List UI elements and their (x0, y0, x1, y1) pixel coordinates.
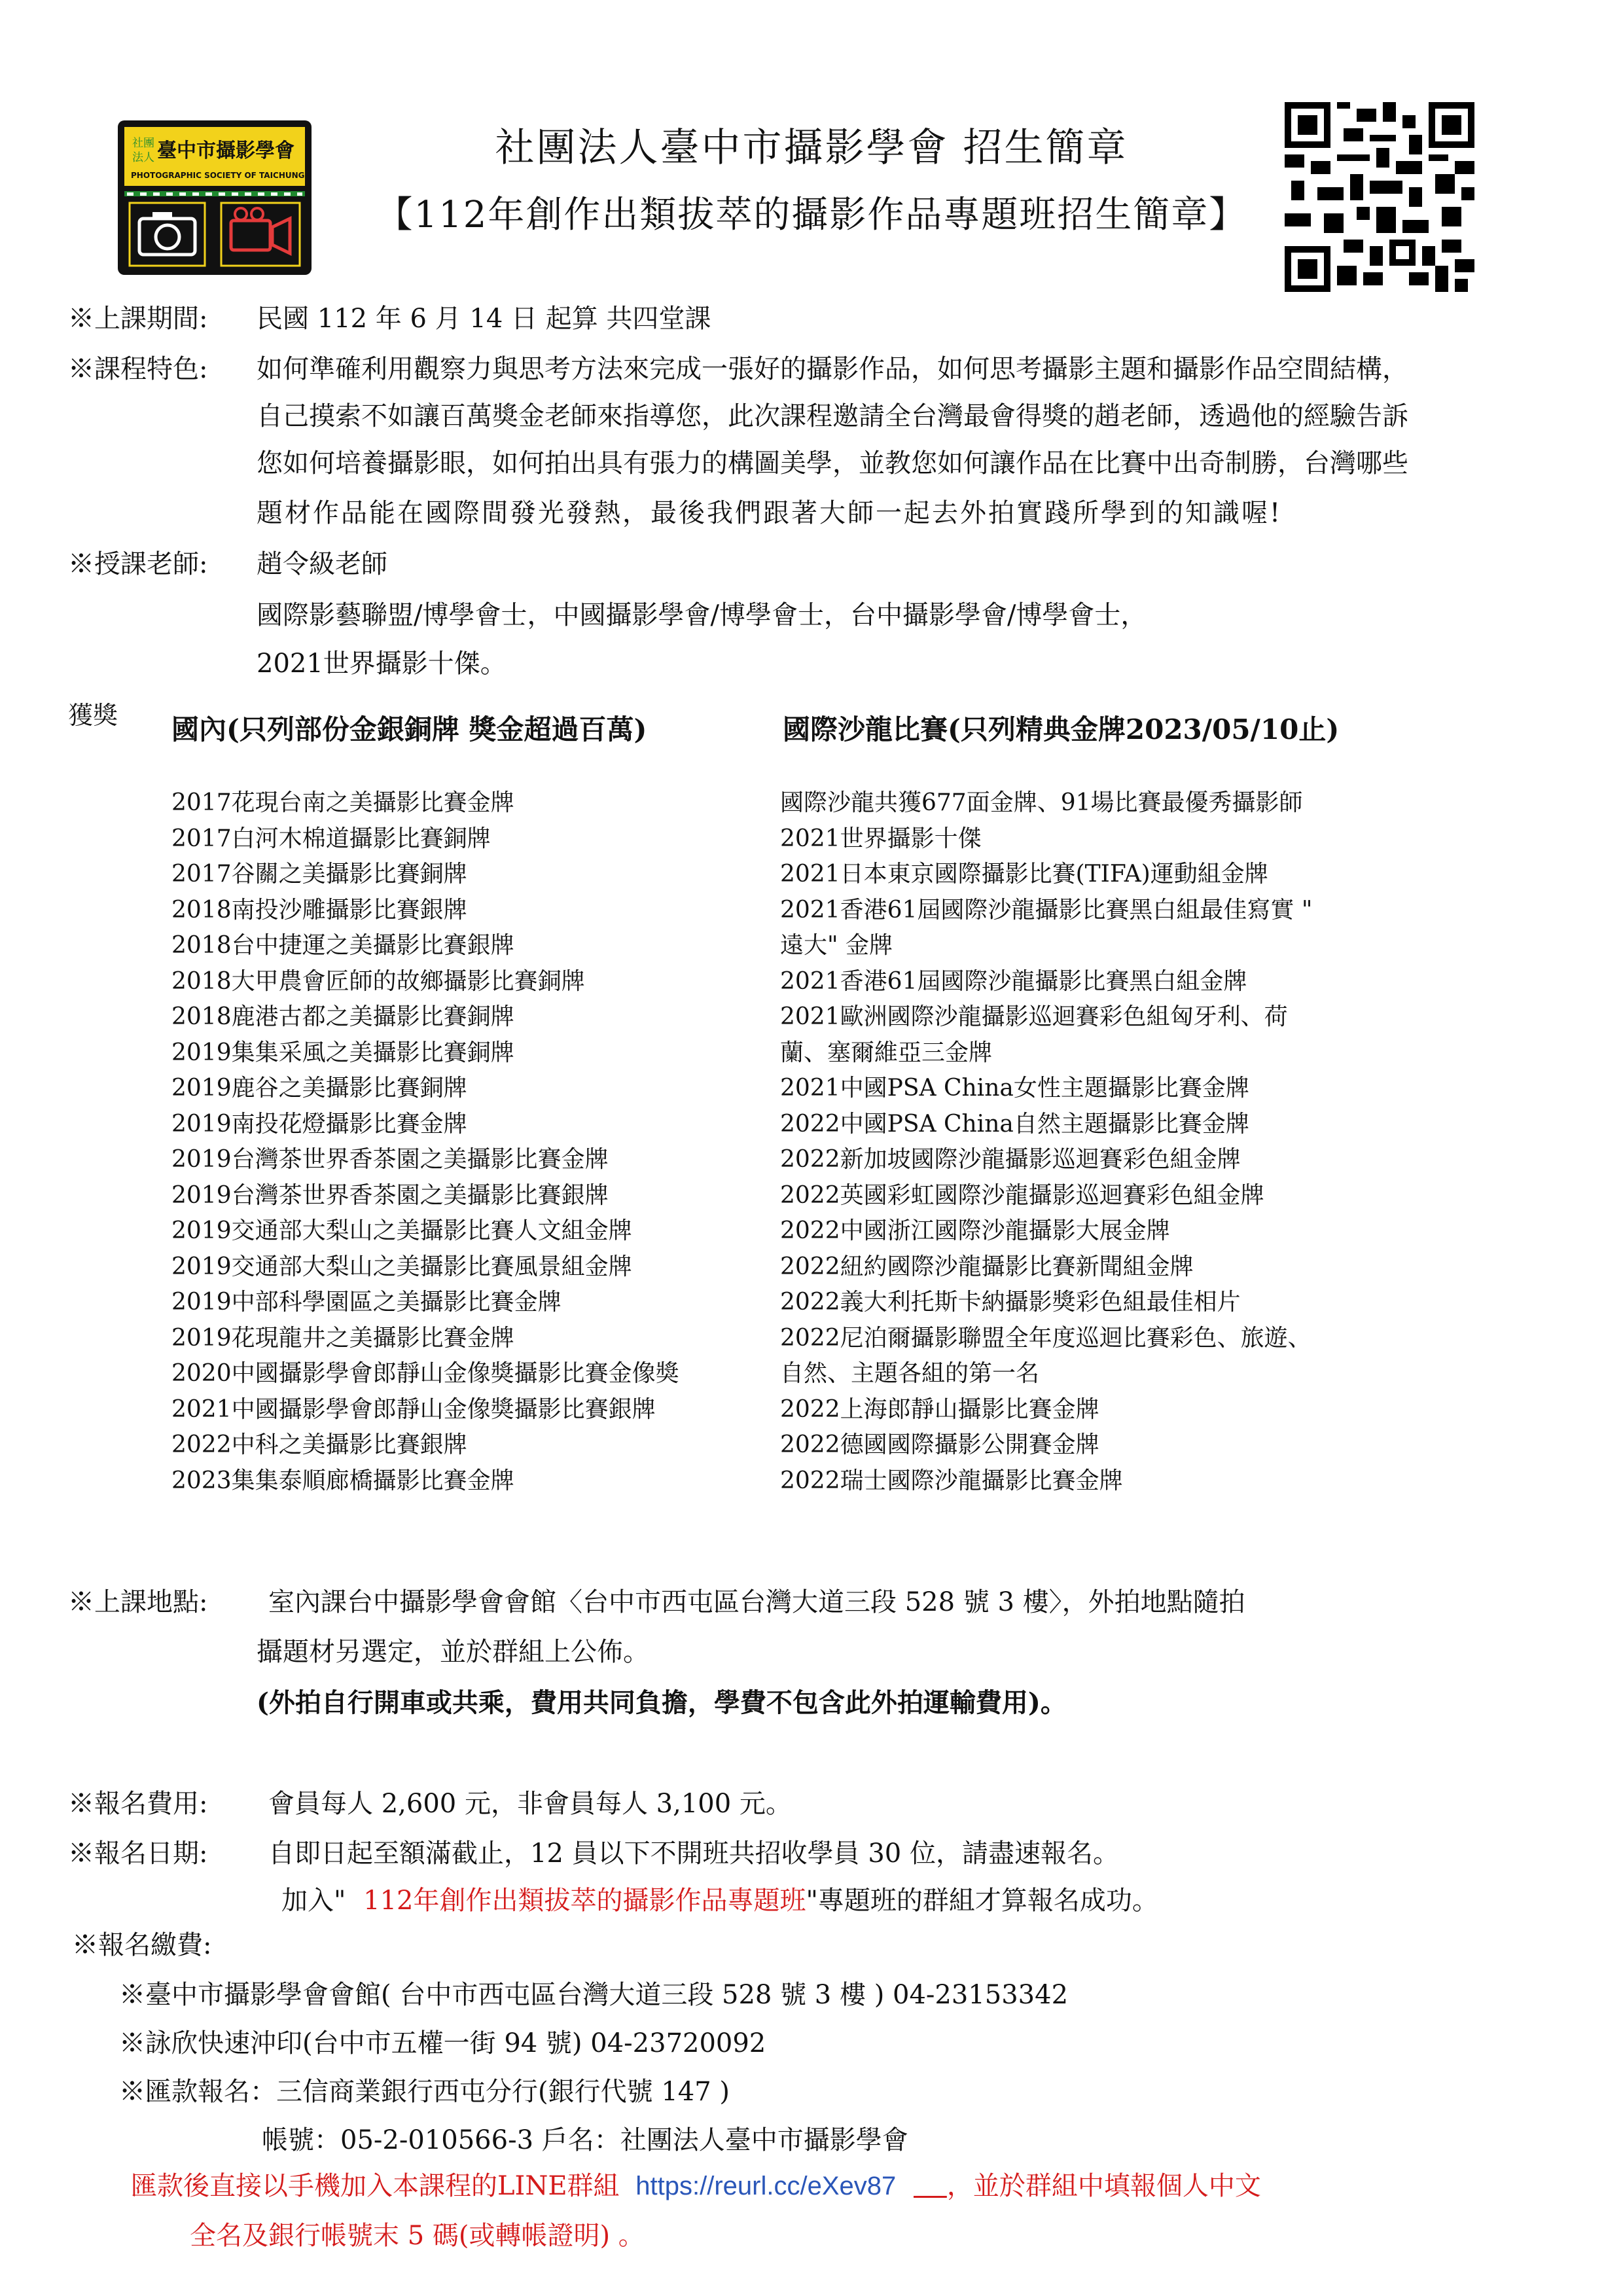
teacher-line-2: 2021世界攝影十傑。 (257, 649, 507, 679)
list-item: 2019鹿谷之美攝影比賽銅牌 (171, 1075, 467, 1102)
payment-label: ※報名繳費: (72, 1930, 212, 1960)
list-item: 2022新加坡國際沙龍攝影巡迴賽彩色組金牌 (780, 1146, 1241, 1173)
list-item: 2022英國彩虹國際沙龍攝影巡迴賽彩色組金牌 (780, 1181, 1264, 1209)
features-label: ※課程特色: (68, 354, 208, 384)
teacher-line-1: 國際影藝聯盟/博學會士，中國攝影學會/博學會士，台中攝影學會/博學會士， (257, 600, 1147, 630)
list-item: 2021歐洲國際沙龍攝影巡迴賽彩色組匈牙利、荷 (780, 1003, 1288, 1030)
logo-english: PHOTOGRAPHIC SOCIETY OF TAICHUNG (131, 171, 305, 180)
footer-suffix: ，並於群組中填報個人中文 (946, 2171, 1261, 2201)
period-value: 民國 112 年 6 月 14 日 起算 共四堂課 (257, 304, 711, 334)
features-line-1: 如何準確利用觀察力與思考方法來完成一張好的攝影作品，如何思考攝影主題和攝影作品空間結構， (257, 354, 1408, 384)
list-item: 國際沙龍共獲677面金牌、91場比賽最優秀攝影師 (780, 789, 1303, 816)
payment-account: 帳號：05-2-010566-3 戶名：社團法人臺中市攝影學會 (262, 2125, 908, 2155)
footer-underline (914, 2171, 947, 2201)
list-item: 2019南投花燈攝影比賽金牌 (171, 1110, 467, 1138)
dates-join-line (281, 1880, 1158, 1917)
list-item: 2022德國國際攝影公開賽金牌 (780, 1431, 1099, 1458)
dates-label: ※報名日期: (68, 1839, 208, 1869)
features-line-4: 題材作品能在國際間發光發熱，最後我們跟著大師一起去外拍實踐所學到的知識喔! (257, 498, 1283, 528)
list-item: 2022中國浙江國際沙龍攝影大展金牌 (780, 1217, 1170, 1244)
awards-label: 獲獎 (68, 701, 118, 730)
list-item: 2022義大利托斯卡納攝影獎彩色組最佳相片 (780, 1289, 1241, 1316)
logo-side-text-1: 社團 (132, 137, 154, 150)
list-item: 2019台灣茶世界香茶園之美攝影比賽銀牌 (171, 1181, 609, 1209)
list-item: 2022瑞士國際沙龍攝影比賽金牌 (780, 1467, 1123, 1494)
footer-line-2: 全名及銀行帳號末 5 碼(或轉帳證明) 。 (190, 2221, 645, 2251)
list-item: 2020中國攝影學會郎靜山金像獎攝影比賽金像獎 (171, 1360, 679, 1387)
awards-intl-title: 國際沙龍比賽(只列精典金牌2023/05/10止) (783, 713, 1340, 745)
page-title: 社團法人臺中市攝影學會 招生簡章 (495, 125, 1128, 171)
list-item: 自然、主題各組的第一名 (780, 1360, 1040, 1387)
features-line-2: 自己摸索不如讓百萬獎金老師來指導您，此次課程邀請全台灣最會得獎的趙老師，透過他的經驗告訴 (257, 401, 1408, 431)
list-item: 2021中國攝影學會郎靜山金像獎攝影比賽銀牌 (171, 1395, 656, 1423)
list-item: 2018台中捷運之美攝影比賽銀牌 (171, 932, 514, 959)
fee-label: ※報名費用: (68, 1789, 208, 1819)
location-note: (外拍自行開車或共乘，費用共同負擔，學費不包含此外拍運輸費用)。 (257, 1687, 1067, 1718)
list-item: 2021世界攝影十傑 (780, 825, 982, 852)
location-line-1: 室內課台中攝影學會會館〈台中市西屯區台灣大道三段 528 號 3 樓〉，外拍地點隨拍 (268, 1587, 1245, 1617)
list-item: 2019中部科學園區之美攝影比賽金牌 (171, 1289, 562, 1316)
footer-line-1 (131, 2165, 1261, 2202)
list-item: 2022上海郎靜山攝影比賽金牌 (780, 1395, 1099, 1423)
awards-domestic-title: 國內(只列部份金銀銅牌 獎金超過百萬) (171, 713, 647, 745)
join-prefix: 加入" (281, 1886, 346, 1916)
page-subtitle: 【112年創作出類拔萃的攝影作品專題班招生簡章】 (376, 194, 1247, 236)
list-item: 2021香港61屆國際沙龍攝影比賽黑白組最佳寫實 " (780, 896, 1313, 924)
list-item: 蘭、塞爾維亞三金牌 (780, 1039, 993, 1066)
teacher-label: ※授課老師: (68, 549, 208, 579)
payment-item-1: ※臺中市攝影學會會館( 台中市西屯區台灣大道三段 528 號 3 樓 ) 04-23153342 (119, 1980, 1069, 2010)
list-item: 2019交通部大梨山之美攝影比賽人文組金牌 (171, 1217, 632, 1244)
footer-prefix: 匯款後直接以手機加入本課程的LINE群組 (131, 2171, 620, 2201)
dates-value: 自即日起至額滿截止，12 員以下不開班共招收學員 30 位，請盡速報名。 (268, 1839, 1119, 1869)
list-item: 2021中國PSA China女性主題攝影比賽金牌 (780, 1075, 1249, 1102)
logo-name: 臺中市攝影學會 (157, 139, 294, 162)
list-item: 2017谷關之美攝影比賽銅牌 (171, 861, 467, 888)
list-item: 2017花現台南之美攝影比賽金牌 (171, 789, 514, 816)
period-label: ※上課期間: (68, 304, 208, 334)
awards-domestic-list (171, 785, 679, 1499)
list-item: 2018鹿港古都之美攝影比賽銅牌 (171, 1003, 514, 1030)
list-item: 2018大甲農會匠師的故鄉攝影比賽銅牌 (171, 967, 585, 995)
teacher-name: 趙令級老師 (257, 549, 387, 579)
features-line-3: 您如何培養攝影眼，如何拍出具有張力的構圖美學，並教您如何讓作品在比賽中出奇制勝，台灣哪些 (257, 448, 1408, 478)
list-item: 2022中科之美攝影比賽銀牌 (171, 1431, 467, 1458)
list-item: 2019台灣茶世界香茶園之美攝影比賽金牌 (171, 1146, 609, 1173)
join-suffix: "專題班的群組才算報名成功。 (806, 1886, 1158, 1916)
list-item: 2023集集泰順廊橋攝影比賽金牌 (171, 1467, 514, 1494)
list-item: 2022紐約國際沙龍攝影比賽新聞組金牌 (780, 1253, 1194, 1280)
list-item: 2022尼泊爾攝影聯盟全年度巡迴比賽彩色、旅遊、 (780, 1324, 1311, 1352)
payment-item-3: ※匯款報名：三信商業銀行西屯分行(銀行代號 147 ) (119, 2077, 730, 2107)
list-item: 2018南投沙雕攝影比賽銀牌 (171, 896, 467, 924)
list-item: 2017白河木棉道攝影比賽銅牌 (171, 825, 491, 852)
list-item: 2021香港61屆國際沙龍攝影比賽黑白組金牌 (780, 967, 1247, 995)
course-name: 112年創作出類拔萃的攝影作品專題班 (363, 1886, 806, 1916)
list-item: 2019集集采風之美攝影比賽銅牌 (171, 1039, 514, 1066)
list-item: 2022中國PSA China自然主題攝影比賽金牌 (780, 1110, 1249, 1138)
line-group-link[interactable]: https://reurl.cc/eXev87 (635, 2172, 897, 2200)
logo-side-text-2: 法人 (132, 151, 154, 164)
location-line-2: 攝題材另選定，並於群組上公佈。 (257, 1637, 649, 1667)
awards-intl-list (780, 785, 1312, 1499)
location-label: ※上課地點: (68, 1587, 208, 1617)
fee-value: 會員每人 2,600 元，非會員每人 3,100 元。 (268, 1789, 792, 1819)
list-item: 2019花現龍井之美攝影比賽金牌 (171, 1324, 514, 1352)
payment-item-2: ※詠欣快速沖印(台中市五權一街 94 號) 04-23720092 (119, 2028, 766, 2058)
list-item: 2019交通部大梨山之美攝影比賽風景組金牌 (171, 1253, 632, 1280)
list-item: 遠大" 金牌 (780, 932, 893, 959)
list-item: 2021日本東京國際攝影比賽(TIFA)運動組金牌 (780, 861, 1268, 888)
